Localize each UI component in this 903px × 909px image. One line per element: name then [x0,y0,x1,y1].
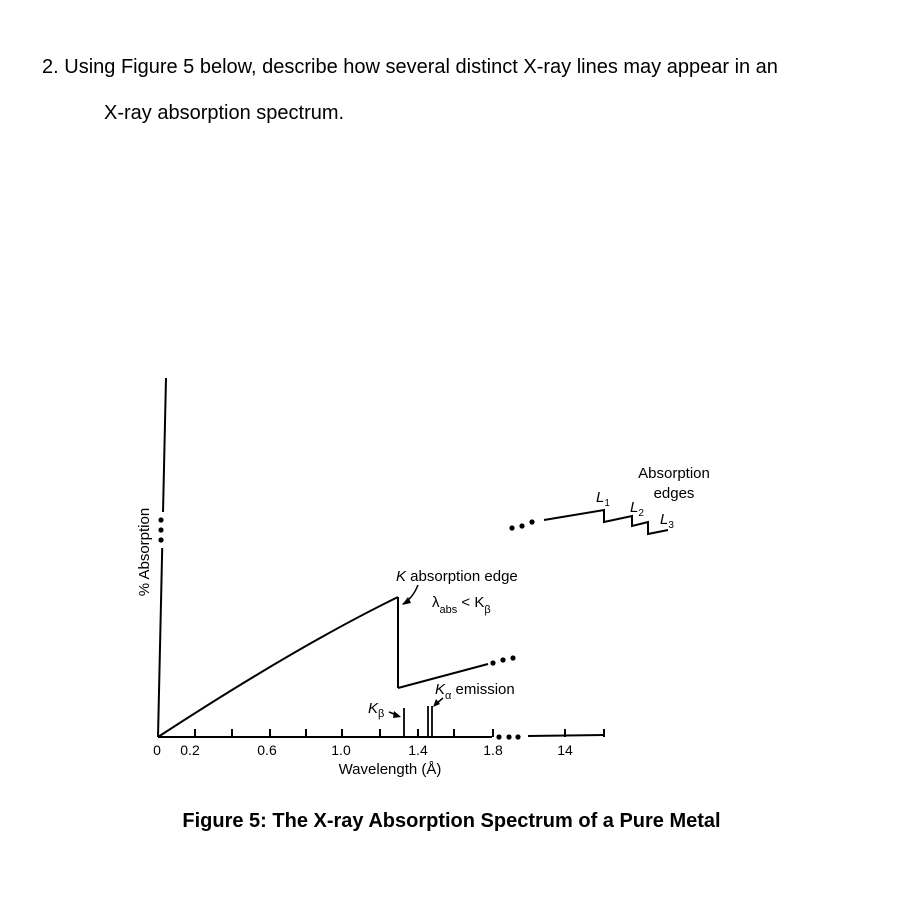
k-edge-condition: $\lambda_{abs} < K_\beta$ [432,594,491,616]
l2-label: $L_2$ [630,499,644,519]
x-tick-label: 0.2 [180,742,200,758]
y-axis-break-dot [158,537,163,542]
x-tick-label: 0.6 [257,742,277,758]
abs-edges-label-line1: Absorption [638,465,710,482]
y-axis-label: % Absorption [136,507,153,597]
l-absorption-edges-curve [544,510,668,534]
k-beta-label: $K_\beta$ [368,700,385,720]
question-number: 2. [42,56,59,78]
abs-edges-label-line2: edges [653,485,695,502]
x-tick-label: 1.0 [331,742,351,758]
l1-label: $L_1$ [596,489,610,509]
x-tick-label: 14 [557,742,573,758]
k-alpha-arrowhead [433,699,440,707]
figure-caption: Figure 5: The X-ray Absorption Spectrum of a Pure Metal [182,810,721,832]
k-beta-arrowhead [393,711,401,718]
x-tick-label: 1.8 [483,742,503,758]
curve-break-dot [529,519,534,524]
curve-break-dot [509,525,514,530]
absorption-curve [158,597,398,737]
x-axis-break-dot [506,734,511,739]
curve-break-dot [490,660,495,665]
k-alpha-label: $K_\alpha$ emission [435,681,515,702]
y-axis-break-dot [158,517,163,522]
curve-break-dot [500,657,505,662]
k-edge-label: K absorption edge [396,568,518,585]
x-axis-break-dot [496,734,501,739]
x-axis-label: Wavelength (Å) [338,761,442,778]
y-axis [158,378,166,737]
x-tick-label: 0 [153,742,161,758]
curve-break-dot [510,655,515,660]
l3-label: $L_3$ [660,511,674,531]
curve-break-dot [519,523,524,528]
question-line-2: X-ray absorption spectrum. [104,102,345,124]
x-tick-label: 1.4 [408,742,428,758]
x-axis-break-dot [515,734,520,739]
y-axis-break-dot [158,527,163,532]
question-line-1: Using Figure 5 below, describe how several distinct X-ray lines may appear in an [64,56,778,78]
